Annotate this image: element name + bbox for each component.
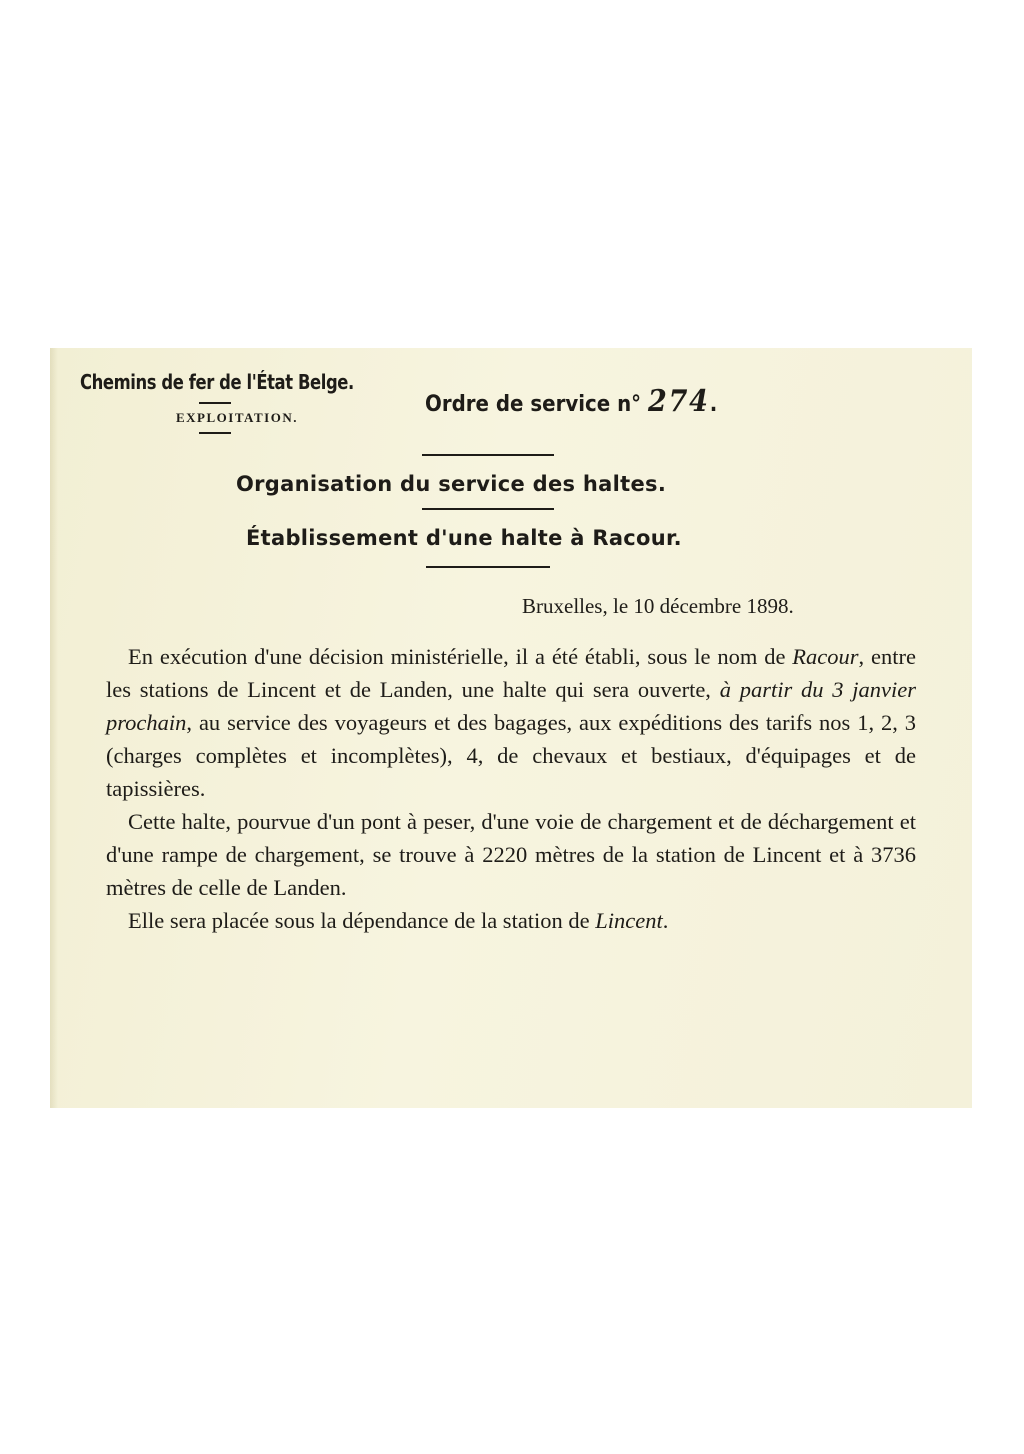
issuer-block <box>80 370 354 434</box>
order-label: Ordre de service n° <box>425 392 642 417</box>
order-number: 274 <box>647 384 710 419</box>
station-lincent: Lincent <box>595 908 663 933</box>
paragraph-execution <box>106 640 916 805</box>
order-title <box>425 384 717 419</box>
issuer-rule-top <box>199 402 231 404</box>
paragraph-1-part-1: En exécution d'une décision ministérielle, il a été établi, sous le nom de <box>128 644 793 669</box>
order-suffix: . <box>709 392 718 417</box>
paragraph-3-part-1: Elle sera placée sous la dépendance de la station de <box>128 908 596 933</box>
issuer-rule-bottom <box>199 432 231 434</box>
paragraph-dependance <box>106 904 916 937</box>
halt-name-racour: Racour <box>792 644 859 669</box>
paragraph-equipment: Cette halte, pourvue d'un pont à peser, d'une voie de chargement et de déchargement et d'une rampe de chargement, se trouve à 2220 mètres de la station de Lincent et à 3736 mètres de celle de Landen. <box>106 809 916 900</box>
heading-etablissement: Établissement d'une halte à Racour. <box>246 526 682 550</box>
paragraph-1-part-2: , entre les stations de Lincent et de Landen, une halte qui sera ouverte, <box>106 644 916 702</box>
paragraph-1-part-3: , au service des voyageurs et des bagages, aux expéditions des tarifs nos 1, 2, 3 (charges complètes et incomplètes), 4, de chevaux et bestiaux, d'équipages et de tapissières. <box>106 710 916 801</box>
railway-name: Chemins de fer de l'État Belge. <box>80 370 354 394</box>
heading-rule-top <box>422 454 554 456</box>
opening-date: à partir du 3 janvier prochain <box>106 677 917 735</box>
heading-rule-middle <box>422 508 554 510</box>
body-text <box>106 640 916 937</box>
department-label: EXPLOITATION. <box>176 410 298 425</box>
paragraph-3-part-2: . <box>662 908 669 933</box>
heading-rule-bottom <box>426 566 550 568</box>
heading-organisation: Organisation du service des haltes. <box>236 472 667 496</box>
scanned-page <box>50 348 972 1108</box>
page-edge-shadow <box>50 348 58 1108</box>
dateline: Bruxelles, le 10 décembre 1898. <box>522 594 794 618</box>
